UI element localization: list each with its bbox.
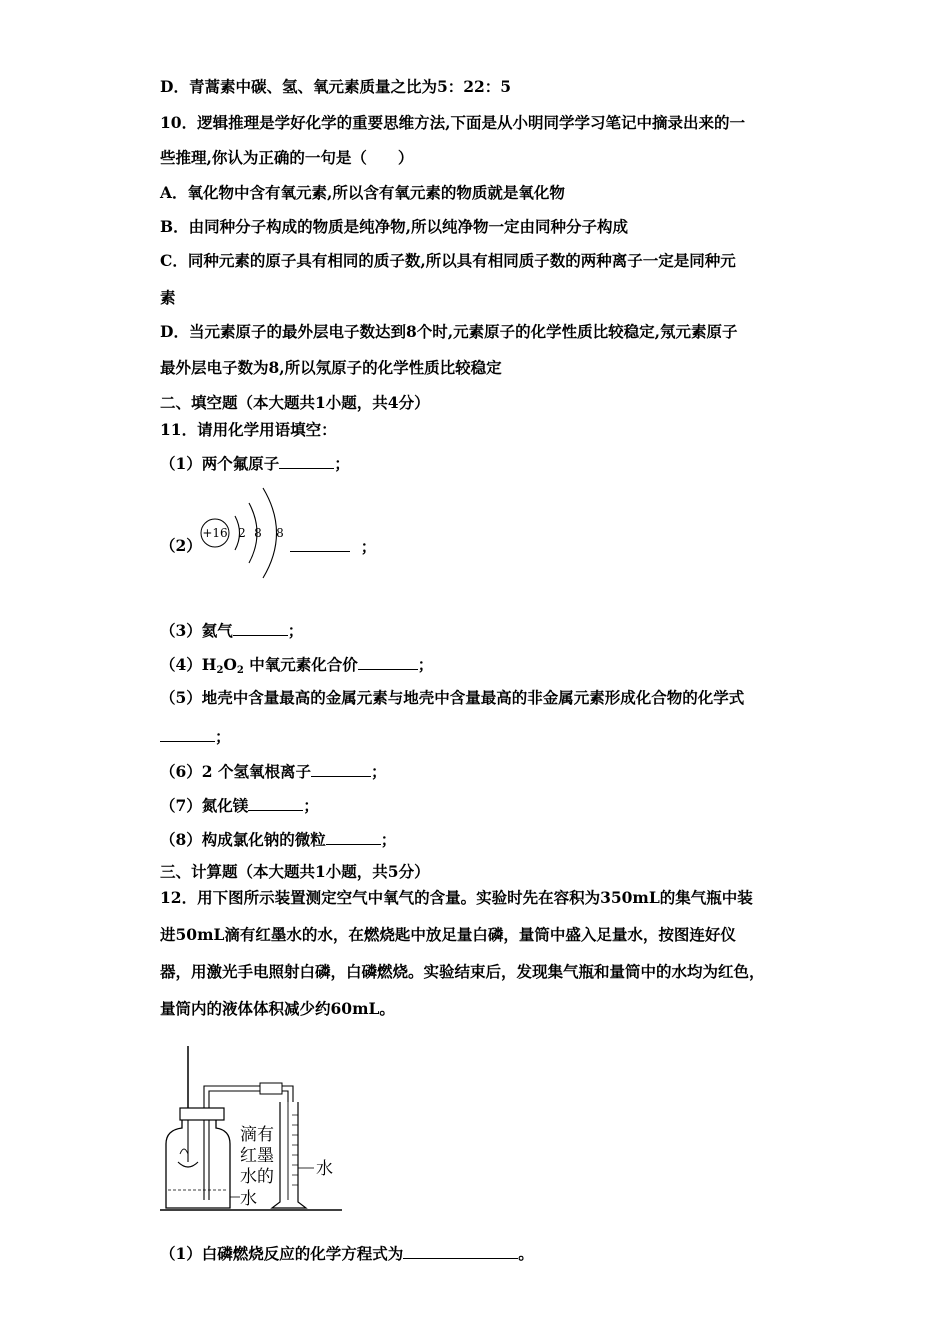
answer-blank[interactable] xyxy=(358,654,418,670)
q11-part2-label: （2） xyxy=(160,536,202,555)
answer-blank[interactable] xyxy=(403,1243,518,1259)
apparatus-diagram xyxy=(160,1040,350,1215)
bottle-label-1: 滴有 xyxy=(240,1125,274,1145)
q12-line3: 器，用激光手电照射白磷，白磷燃烧。实验结束后，发现集气瓶和量筒中的水均为红色， xyxy=(160,962,765,981)
q11-part7: （7）氮化镁 ； xyxy=(160,796,319,815)
q11-part2-answer: ； xyxy=(290,536,376,557)
q11-part5-answer: ； xyxy=(160,726,231,747)
q10-option-a: A．氧化物中含有氧元素,所以含有氧元素的物质就是氧化物 xyxy=(160,183,565,202)
gas-bottle xyxy=(166,1120,230,1208)
q9-option-d: D．青蒿素中碳、氢、氧元素质量之比为5：22：5 xyxy=(160,77,512,96)
q12-line4: 量筒内的液体体积减少约60mL。 xyxy=(160,999,395,1018)
answer-blank[interactable] xyxy=(326,829,381,845)
q11-part3: （3）氦气 ； xyxy=(160,621,304,640)
q11-part6: （6）2 个氢氧根离子 ； xyxy=(160,762,387,781)
q11-part5: （5）地壳中含量最高的金属元素与地壳中含量最高的非金属元素形成化合物的化学式 xyxy=(160,688,745,707)
q11-stem: 11．请用化学用语填空： xyxy=(160,420,337,439)
q10-option-b: B．由同种分子构成的物质是纯净物,所以纯净物一定由同种分子构成 xyxy=(160,217,628,236)
q10-option-d-line1: D．当元素原子的最外层电子数达到8个时,元素原子的化学性质比较稳定,氖元素原子 xyxy=(160,322,738,341)
cylinder-scale xyxy=(292,1115,298,1185)
q11-part1: （1）两个氟原子 ； xyxy=(160,454,350,473)
q10-option-d-line2: 最外层电子数为8,所以氖原子的化学性质比较稳定 xyxy=(160,358,502,377)
q10-option-c-line1: C．同种元素的原子具有相同的质子数,所以具有相同质子数的两种离子一定是同种元 xyxy=(160,251,736,270)
bottle-label-3: 水的 xyxy=(240,1167,274,1187)
answer-blank[interactable] xyxy=(290,536,350,552)
section2-heading: 二、填空题（本大题共1小题，共4分） xyxy=(160,393,430,412)
bottle-label-4: 水 xyxy=(240,1189,257,1209)
bottle-label-2: 红墨 xyxy=(240,1146,274,1166)
shell-electrons-1: 2 xyxy=(238,526,246,540)
shell-arc-3 xyxy=(263,488,277,578)
q11-part8: （8）构成氯化钠的微粒 ； xyxy=(160,830,397,849)
q12-line2: 进50mL滴有红墨水的水，在燃烧匙中放足量白磷，量筒中盛入足量水，按图连好仪 xyxy=(160,925,736,944)
nucleus-charge: +16 xyxy=(202,526,228,540)
q11-part4: $(4)H_2O_2$ 中氧元素化合价 ； xyxy=(160,655,434,676)
q10-stem-line2: 些推理,你认为正确的一句是（ ） xyxy=(160,148,414,167)
q10-stem-line1: 10．逻辑推理是学好化学的重要思维方法,下面是从小明同学学习笔记中摘录出来的一 xyxy=(160,113,745,132)
flame xyxy=(180,1149,188,1154)
q12-part1: （1）白磷燃烧反应的化学方程式为 。 xyxy=(160,1244,534,1263)
q12-line1: 12．用下图所示装置测定空气中氧气的含量。实验时先在容积为350mL的集气瓶中装 xyxy=(160,888,753,907)
answer-blank[interactable] xyxy=(160,726,215,742)
combustion-spoon xyxy=(178,1162,198,1167)
cylinder-label: 水 xyxy=(316,1159,333,1179)
shell-electrons-2: 8 xyxy=(254,526,262,540)
rubber-joint xyxy=(260,1083,282,1094)
q10-option-c-line2: 素 xyxy=(160,288,176,307)
section3-heading: 三、计算题（本大题共1小题，共5分） xyxy=(160,862,430,881)
measuring-cylinder xyxy=(272,1102,306,1208)
rubber-stopper xyxy=(180,1108,224,1120)
answer-blank[interactable] xyxy=(248,795,303,811)
answer-blank[interactable] xyxy=(233,620,288,636)
answer-blank[interactable] xyxy=(279,453,334,469)
shell-electrons-3: 8 xyxy=(276,526,284,540)
answer-blank[interactable] xyxy=(311,761,371,777)
atom-structure-diagram xyxy=(195,478,305,584)
